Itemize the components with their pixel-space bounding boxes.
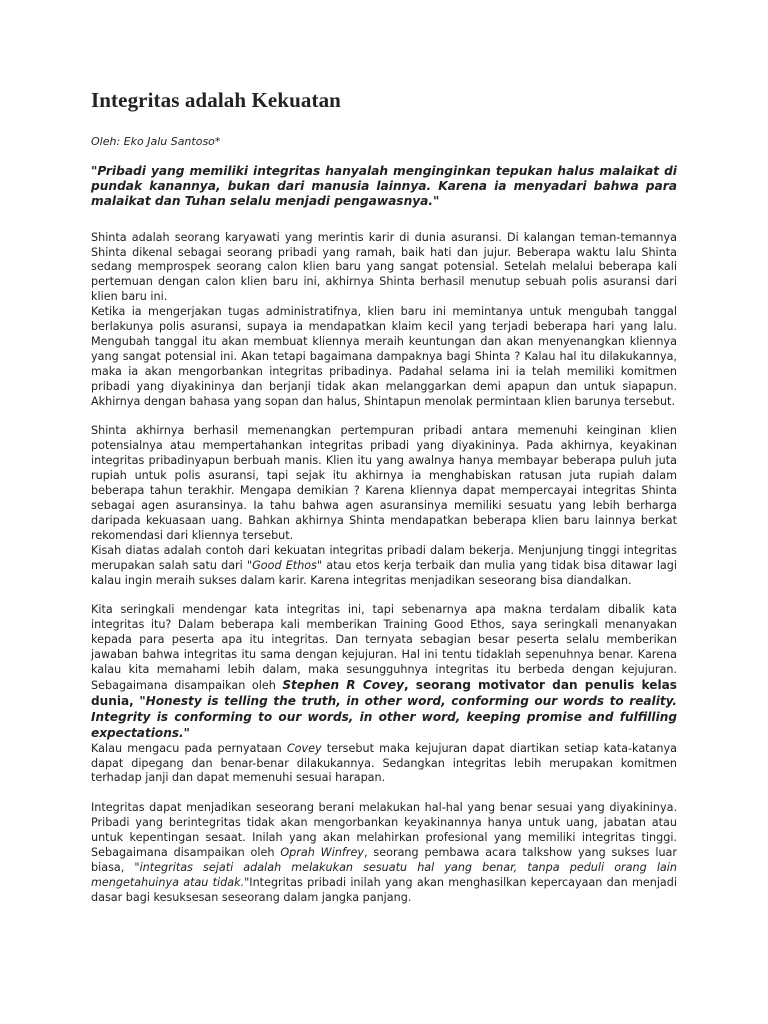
opening-quote: "Pribadi yang memiliki integritas hanyalah menginginkan tepukan halus malaikat di pundak kanannya, bukan dari manusia lainnya. Karena ia menyadari bahwa para malaikat dan Tuhan selalu menjadi pengawasnya." xyxy=(91,164,677,209)
covey-name: Stephen R Covey xyxy=(282,677,404,692)
paragraph-1: Shinta adalah seorang karyawati yang merintis karir di dunia asuransi. Di kalangan teman-temannya Shinta dikenal sebagai seorang pribadi yang ramah, baik hati dan jujur. Beberapa waktu lalu Shinta sedang memprospek seorang calon klien baru yang sangat potensial. Setelah melalui beberapa kali pertemuan dengan calon klien baru ini, akhirnya Shinta berhasil menutup sebuah polis asuransi dari klien baru ini. xyxy=(91,230,677,304)
paragraph-3: Shinta akhirnya berhasil memenangkan pertempuran pribadi antara memenuhi keinginan klien potensialnya atau mempertahankan integritas pribadi yang diyakininya. Pada akhirnya, keyakinan integritas pribadinyapun berbuah manis. Klien itu yang awalnya hanya membayar beberapa puluh juta rupiah untuk polis asuransi, tapi sejak itu akhirnya ia menghabiskan ratusan juta rupiah dalam beberapa tahun terakhir. Mengapa demikian ? Karena kliennya dapat mempercayai integritas Shinta sebagai agen asuransinya. Ia tahu bahwa agen asuransinya memiliki sesuatu yang lebih berharga daripada kekuasaan uang. Bahkan akhirnya Shinta mendapatkan beberapa klien baru lainnya berkat rekomendasi dari kliennya tersebut. xyxy=(91,424,677,542)
paragraph-4 xyxy=(91,544,677,589)
paragraph-2: Ketika ia mengerjakan tugas administratifnya, klien baru ini memintanya untuk mengubah tanggal berlakunya polis asuransi, supaya ia mendapatkan klaim kecil yang terjadi beberapa hari yang lalu. Mengubah tanggal itu akan membuat kliennya meraih keuntungan dan akan menyenangkan kliennya yang sangat potensial ini. Akan tetapi bagaimana dampaknya bagi Shinta ? Kalau hal itu dilakukannya, maka ia akan mengorbankan integritas pribadinya. Padahal selama ini ia telah memiliki komitmen pribadi yang diyakininya dan berjanji tidak akan melanggarkan demi apapun dan untuk siapapun. Akhirnya dengan bahasa yang sopan dan halus, Shintapun menolak permintaan klien barunya tersebut. xyxy=(91,305,677,408)
covey-reference: Covey xyxy=(286,741,322,755)
paragraph-gap xyxy=(91,588,677,603)
paragraph-4-text-a: Kisah diatas adalah contoh dari kekuatan integritas pribadi dalam bekerja. Menjunjung tinggi integritas merupakan salah satu dari xyxy=(91,543,677,572)
article-title: Integritas adalah Kekuatan xyxy=(91,88,341,112)
paragraph-5-text-c: , seorang motivator dan penulis kelas dunia, xyxy=(91,677,677,708)
paragraph-7-text-a: Integritas dapat menjadikan seseorang berani melakukan hal-hal yang benar sesuai yang diyakininya. Pribadi yang berintegritas tidak akan mengorbankan keyakinannya hanya untuk uang, jabatan atau untuk kepentingan sesaat. Inilah yang akan melahirkan profesional yang memiliki integritas tinggi. Sebagaimana disampaikan oleh xyxy=(91,801,677,860)
paragraph-gap xyxy=(91,409,677,424)
paragraph-5-text-a: Kita seringkali mendengar kata integritas ini, tapi sebenarnya apa makna terdalam dibalik kata integritas itu? Dalam beberapa kali memberikan Training Good Ethos, saya seringkali menanyakan kepada para peserta apa itu integritas. Dan ternyata sebagian besar peserta selalu memberikan jawaban bahwa integritas itu sama dengan kejujuran. Hal ini tentu tidaklah sepenuhnya benar. Karena kalau kita memahami lebih dalam, maka sesungguhnya integritas itu berbeda dengan kejujuran. Sebagaimana disampaikan oleh xyxy=(91,603,677,692)
article-author: Oleh: Eko Jalu Santoso* xyxy=(91,135,221,148)
paragraph-6-text-a: Kalau mengacu pada pernyataan xyxy=(91,741,287,755)
covey-quote: "Honesty is telling the truth, in other word, conforming our words to reality. Integrity is conforming to our words, in other word, keeping promise and fulfilling expectations." xyxy=(91,693,677,740)
paragraph-gap xyxy=(91,786,677,801)
paragraph-6-text-c: tersebut maka kejujuran dapat diartikan setiap kata-katanya dapat dipegang dan benar-benar dilakukannya. Sedangkan integritas lebih merupakan komitmen terhadap janji dan dapat memenuhi sesuai harapan. xyxy=(91,741,677,785)
paragraph-5 xyxy=(91,603,677,741)
oprah-quote: "integritas sejati adalah melakukan sesuatu hal yang benar, tanpa peduli orang lain mengetahuinya atau tidak." xyxy=(91,860,677,889)
paragraph-7-text-c: , seorang pembawa acara talkshow yang sukses luar biasa, xyxy=(91,846,678,874)
paragraph-6 xyxy=(91,742,677,787)
paragraph-7-text-e: Integritas pribadi inilah yang akan menghasilkan kepercayaan dan menjadi dasar bagi kesuksesan seseorang dalam jangka panjang. xyxy=(91,875,678,904)
paragraph-7 xyxy=(91,801,677,905)
good-ethos-term: "Good Ethos" xyxy=(246,558,323,572)
paragraph-4-text-c: atau etos kerja terbaik dan mulia yang tidak bisa ditawar lagi kalau ingin meraih sukses dalam karir. Karena integritas menjadikan seseorang bisa diandalkan. xyxy=(91,558,677,587)
oprah-name: Oprah Winfrey xyxy=(280,846,364,860)
